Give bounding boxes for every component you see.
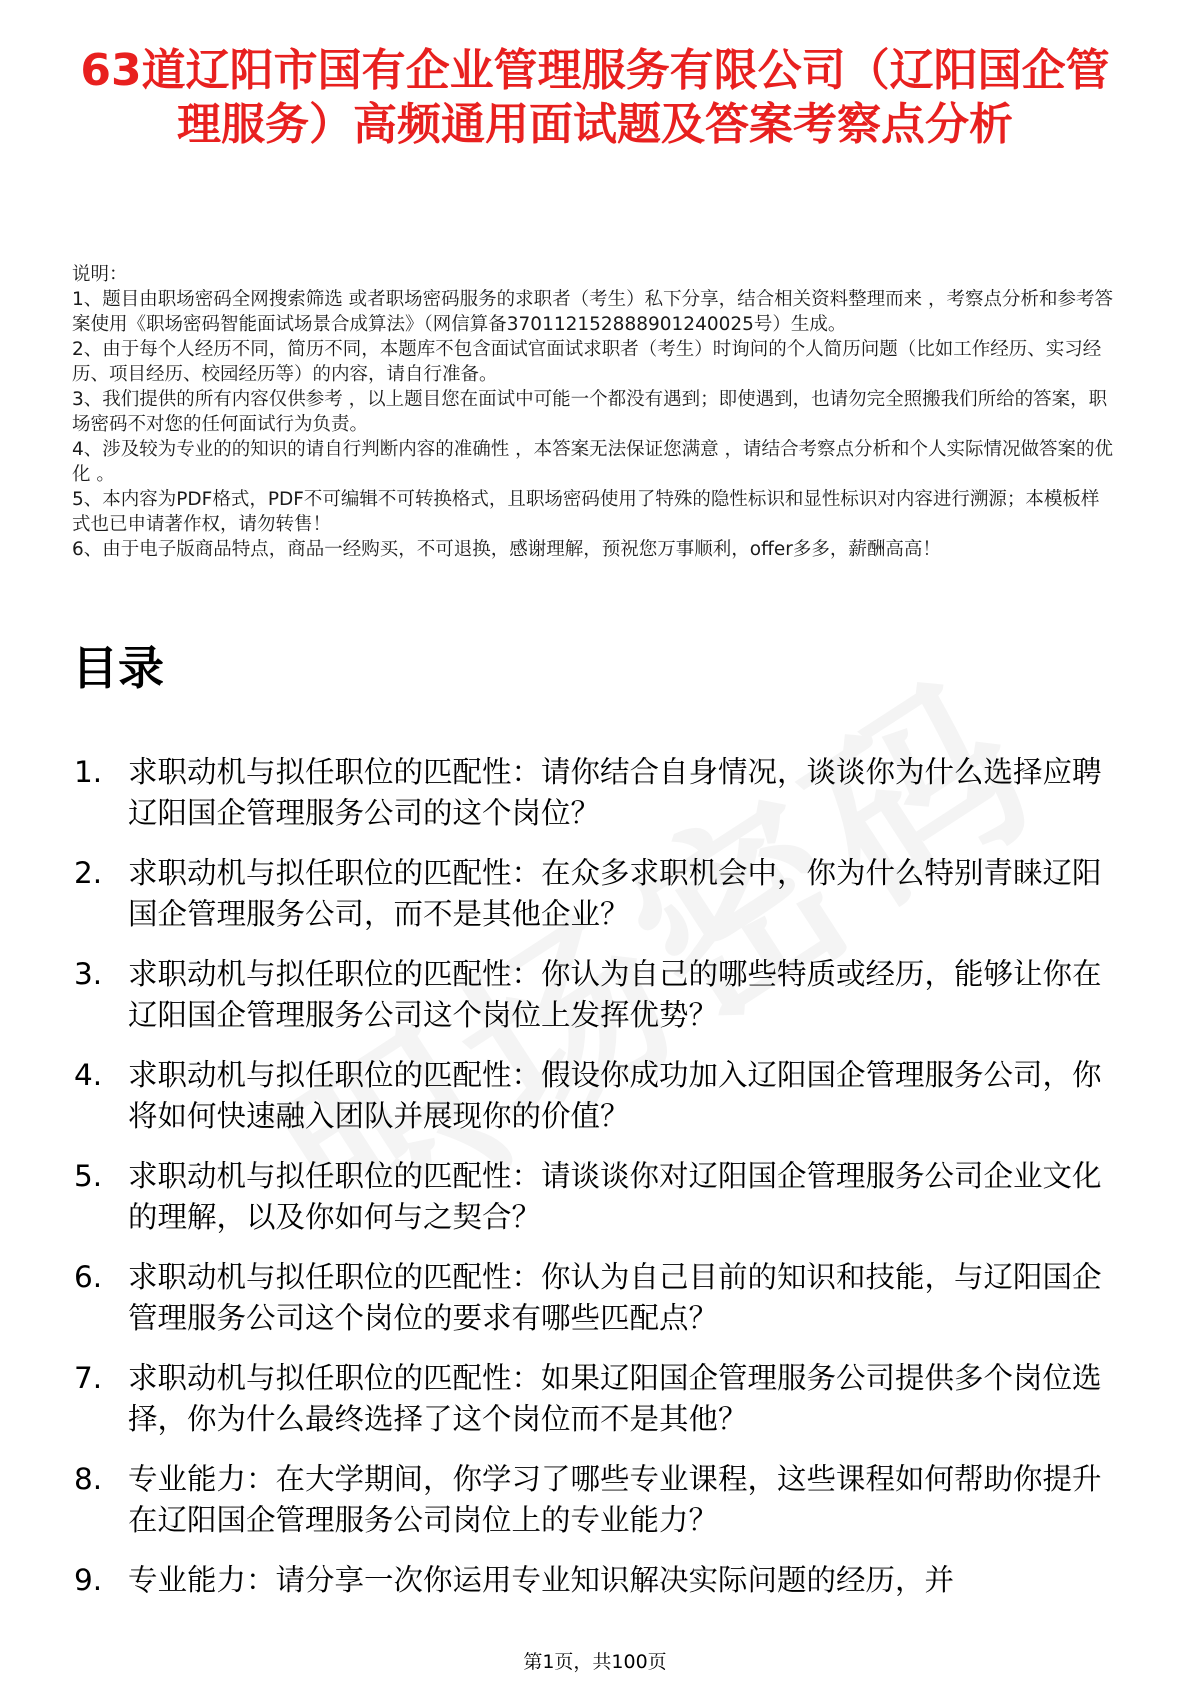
note-item: 1、题目由职场密码全网搜索筛选 或者职场密码服务的求职者（考生）私下分享，结合相关资料整理而来 ，考察点分析和参考答案使用《职场密码智能面试场景合成算法》（网信算备370112152888901240025号）生成。 — [72, 289, 1114, 335]
note-item: 5、本内容为PDF格式，PDF不可编辑不可转换格式，且职场密码使用了特殊的隐性标识和显性标识对内容进行溯源；本模板样式也已申请著作权，请勿转售！ — [72, 489, 1100, 535]
note-item: 2、由于每个人经历不同，简历不同，本题库不包含面试官面试求职者（考生）时询问的个人简历问题（比如工作经历、实习经历、项目经历、校园经历等）的内容，请自行准备。 — [72, 339, 1102, 385]
toc-item[interactable] — [72, 954, 1122, 1036]
toc-item[interactable] — [72, 1358, 1122, 1440]
page-footer: 第1页，共100页 — [523, 1651, 667, 1673]
toc-item-text: 求职动机与拟任职位的匹配性：假设你成功加入辽阳国企管理服务公司，你将如何快速融入团队并展现你的价值？ — [128, 1058, 1102, 1133]
toc-item-number: 9. — [74, 1563, 103, 1597]
toc-item[interactable] — [72, 1459, 1122, 1541]
notes-heading: 说明： — [72, 264, 128, 285]
toc-item[interactable] — [72, 853, 1122, 935]
toc-heading: 目录 — [72, 641, 164, 695]
document-title: 63道辽阳市国有企业管理服务有限公司（辽阳国企管理服务）高频通用面试题及答案考察点分析 — [80, 45, 1110, 150]
toc-item-text: 求职动机与拟任职位的匹配性：如果辽阳国企管理服务公司提供多个岗位选择，你为什么最终选择了这个岗位而不是其他？ — [128, 1361, 1102, 1436]
toc-item-number: 1. — [74, 755, 103, 789]
toc-item[interactable] — [72, 1257, 1122, 1339]
toc-item-text: 专业能力：在大学期间，你学习了哪些专业课程，这些课程如何帮助你提升在辽阳国企管理服务公司岗位上的专业能力？ — [128, 1462, 1102, 1537]
toc-item[interactable] — [72, 752, 1122, 834]
toc-item-number: 2. — [74, 856, 103, 890]
toc-list — [72, 752, 1122, 1620]
toc-item-number: 5. — [74, 1159, 103, 1193]
toc-item-text: 专业能力：请分享一次你运用专业知识解决实际问题的经历，并 — [128, 1563, 955, 1597]
toc-item[interactable] — [72, 1560, 1122, 1601]
notes-section — [72, 262, 1116, 562]
toc-item-number: 4. — [74, 1058, 103, 1092]
toc-item-text: 求职动机与拟任职位的匹配性：请谈谈你对辽阳国企管理服务公司企业文化的理解，以及你如何与之契合？ — [128, 1159, 1102, 1234]
toc-item-text: 求职动机与拟任职位的匹配性：你认为自己目前的知识和技能，与辽阳国企管理服务公司这个岗位的要求有哪些匹配点？ — [128, 1260, 1102, 1335]
note-item: 4、涉及较为专业的的知识的请自行判断内容的准确性 ，本答案无法保证您满意 ，请结合考察点分析和个人实际情况做答案的优化 。 — [72, 439, 1114, 485]
toc-item[interactable] — [72, 1156, 1122, 1238]
toc-item-text: 求职动机与拟任职位的匹配性：在众多求职机会中，你为什么特别青睐辽阳国企管理服务公司，而不是其他企业？ — [128, 856, 1102, 931]
toc-item-text: 求职动机与拟任职位的匹配性：请你结合自身情况，谈谈你为什么选择应聘辽阳国企管理服务公司的这个岗位？ — [128, 755, 1102, 830]
toc-item-number: 6. — [74, 1260, 103, 1294]
note-item: 6、由于电子版商品特点，商品一经购买，不可退换，感谢理解，预祝您万事顺利，offer多多，薪酬高高！ — [72, 539, 941, 560]
toc-item-number: 3. — [74, 957, 103, 991]
toc-item-text: 求职动机与拟任职位的匹配性：你认为自己的哪些特质或经历，能够让你在辽阳国企管理服务公司这个岗位上发挥优势？ — [128, 957, 1102, 1032]
toc-item[interactable] — [72, 1055, 1122, 1137]
toc-item-number: 7. — [74, 1361, 103, 1395]
note-item: 3、我们提供的所有内容仅供参考 ，以上题目您在面试中可能一个都没有遇到；即使遇到，也请勿完全照搬我们所给的答案，职场密码不对您的任何面试行为负责。 — [72, 389, 1108, 435]
toc-item-number: 8. — [74, 1462, 103, 1496]
